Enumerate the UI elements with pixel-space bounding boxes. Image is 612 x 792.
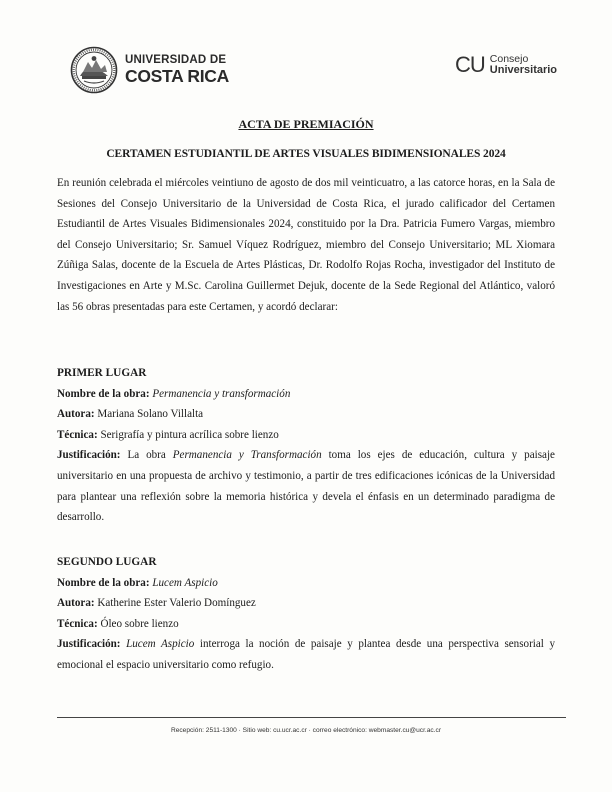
first-place-work-row [57, 384, 555, 405]
work-name-label: Nombre de la obra: [57, 387, 150, 400]
council-name-line2: Universitario [489, 64, 558, 77]
second-place-justification-text: interroga la noción de paisaje y plantea desde una perspectiva sensorial y emocional el espacio universitario como refugio. [57, 638, 555, 671]
second-place-technique-row [57, 614, 555, 635]
second-place-author: Katherine Ester Valerio Domínguez [97, 597, 256, 610]
first-place-heading: PRIMER LUGAR [57, 367, 147, 379]
council-mark: CU [455, 52, 485, 78]
justification-label: Justificación: [57, 449, 121, 462]
second-place-section [57, 552, 555, 676]
second-place-work-name: Lucem Aspicio [152, 576, 218, 589]
justification-label: Justificación: [57, 638, 121, 651]
technique-label: Técnica: [57, 428, 98, 441]
council-logo [455, 54, 557, 77]
university-seal-icon [70, 46, 118, 94]
council-name-line1: Consejo [489, 53, 529, 65]
first-place-section [57, 363, 555, 528]
first-place-justification [57, 445, 555, 527]
technique-label: Técnica: [57, 617, 98, 630]
first-place-technique-row [57, 425, 555, 446]
work-name-label: Nombre de la obra: [57, 576, 150, 589]
second-place-work-row [57, 573, 555, 594]
first-place-justification-text: toma los ejes de educación, cultura y paisaje universitario en una propuesta de archivo y testimonio, a partir de tres edificaciones icónicas de la Universidad para plantear una reflexión sobre la memoria histórica y devela el énfasis en un determinado paradigma de desarrollo. [57, 449, 555, 524]
university-name-line1: UNIVERSIDAD DE [125, 53, 227, 66]
first-place-justification-title: Permanencia y Transformación [172, 449, 322, 462]
first-place-author-row [57, 404, 555, 425]
first-place-author: Mariana Solano Villalta [97, 408, 204, 421]
university-name-line2: COSTA RICA [125, 66, 229, 86]
second-place-justification-title: Lucem Aspicio [126, 638, 195, 651]
author-label: Autora: [57, 597, 95, 610]
first-place-work-name: Permanencia y transformación [152, 387, 291, 400]
footer-contact: Recepción: 2511-1300 · Sitio web: cu.ucr.ac.cr · correo electrónico: webmaster.cu@ucr.ac.cr [170, 727, 442, 734]
document-subtitle: CERTAMEN ESTUDIANTIL DE ARTES VISUALES BIDIMENSIONALES 2024 [106, 148, 506, 160]
document-title: ACTA DE PREMIACIÓN [238, 117, 374, 131]
second-place-author-row [57, 593, 555, 614]
footer-divider [57, 717, 566, 718]
second-place-heading: SEGUNDO LUGAR [57, 556, 157, 568]
second-place-technique: Óleo sobre lienzo [100, 617, 179, 630]
ucr-logo [70, 46, 229, 94]
second-place-justification [57, 634, 555, 675]
author-label: Autora: [57, 408, 95, 421]
first-place-justification-pre: La obra [127, 449, 166, 462]
intro-paragraph: En reunión celebrada el miércoles veintiuno de agosto de dos mil veinticuatro, a las catorce horas, en la Sala de Sesiones del Consejo Universitario de la Universidad de Costa Rica, el jurado calificador del Certamen Estudiantil de Artes Visuales Bidimensionales 2024, constituido por la Dra. Patricia Fumero Vargas, miembro del Consejo Universitario; Sr. Samuel Víquez Rodríguez, miembro del Consejo Universitario; ML Xiomara Zúñiga Salas, docente de la Escuela de Artes Plásticas, Dr. Rodolfo Rojas Rocha, investigador del Instituto de Investigaciones en Arte y M.Sc. Carolina Guillermet Dejuk, docente de la Sede Regional del Atlántico, valoró las 56 obras presentadas para este Certamen, y acordó declarar: [57, 177, 555, 313]
first-place-technique: Serigrafía y pintura acrílica sobre lienzo [100, 428, 279, 441]
